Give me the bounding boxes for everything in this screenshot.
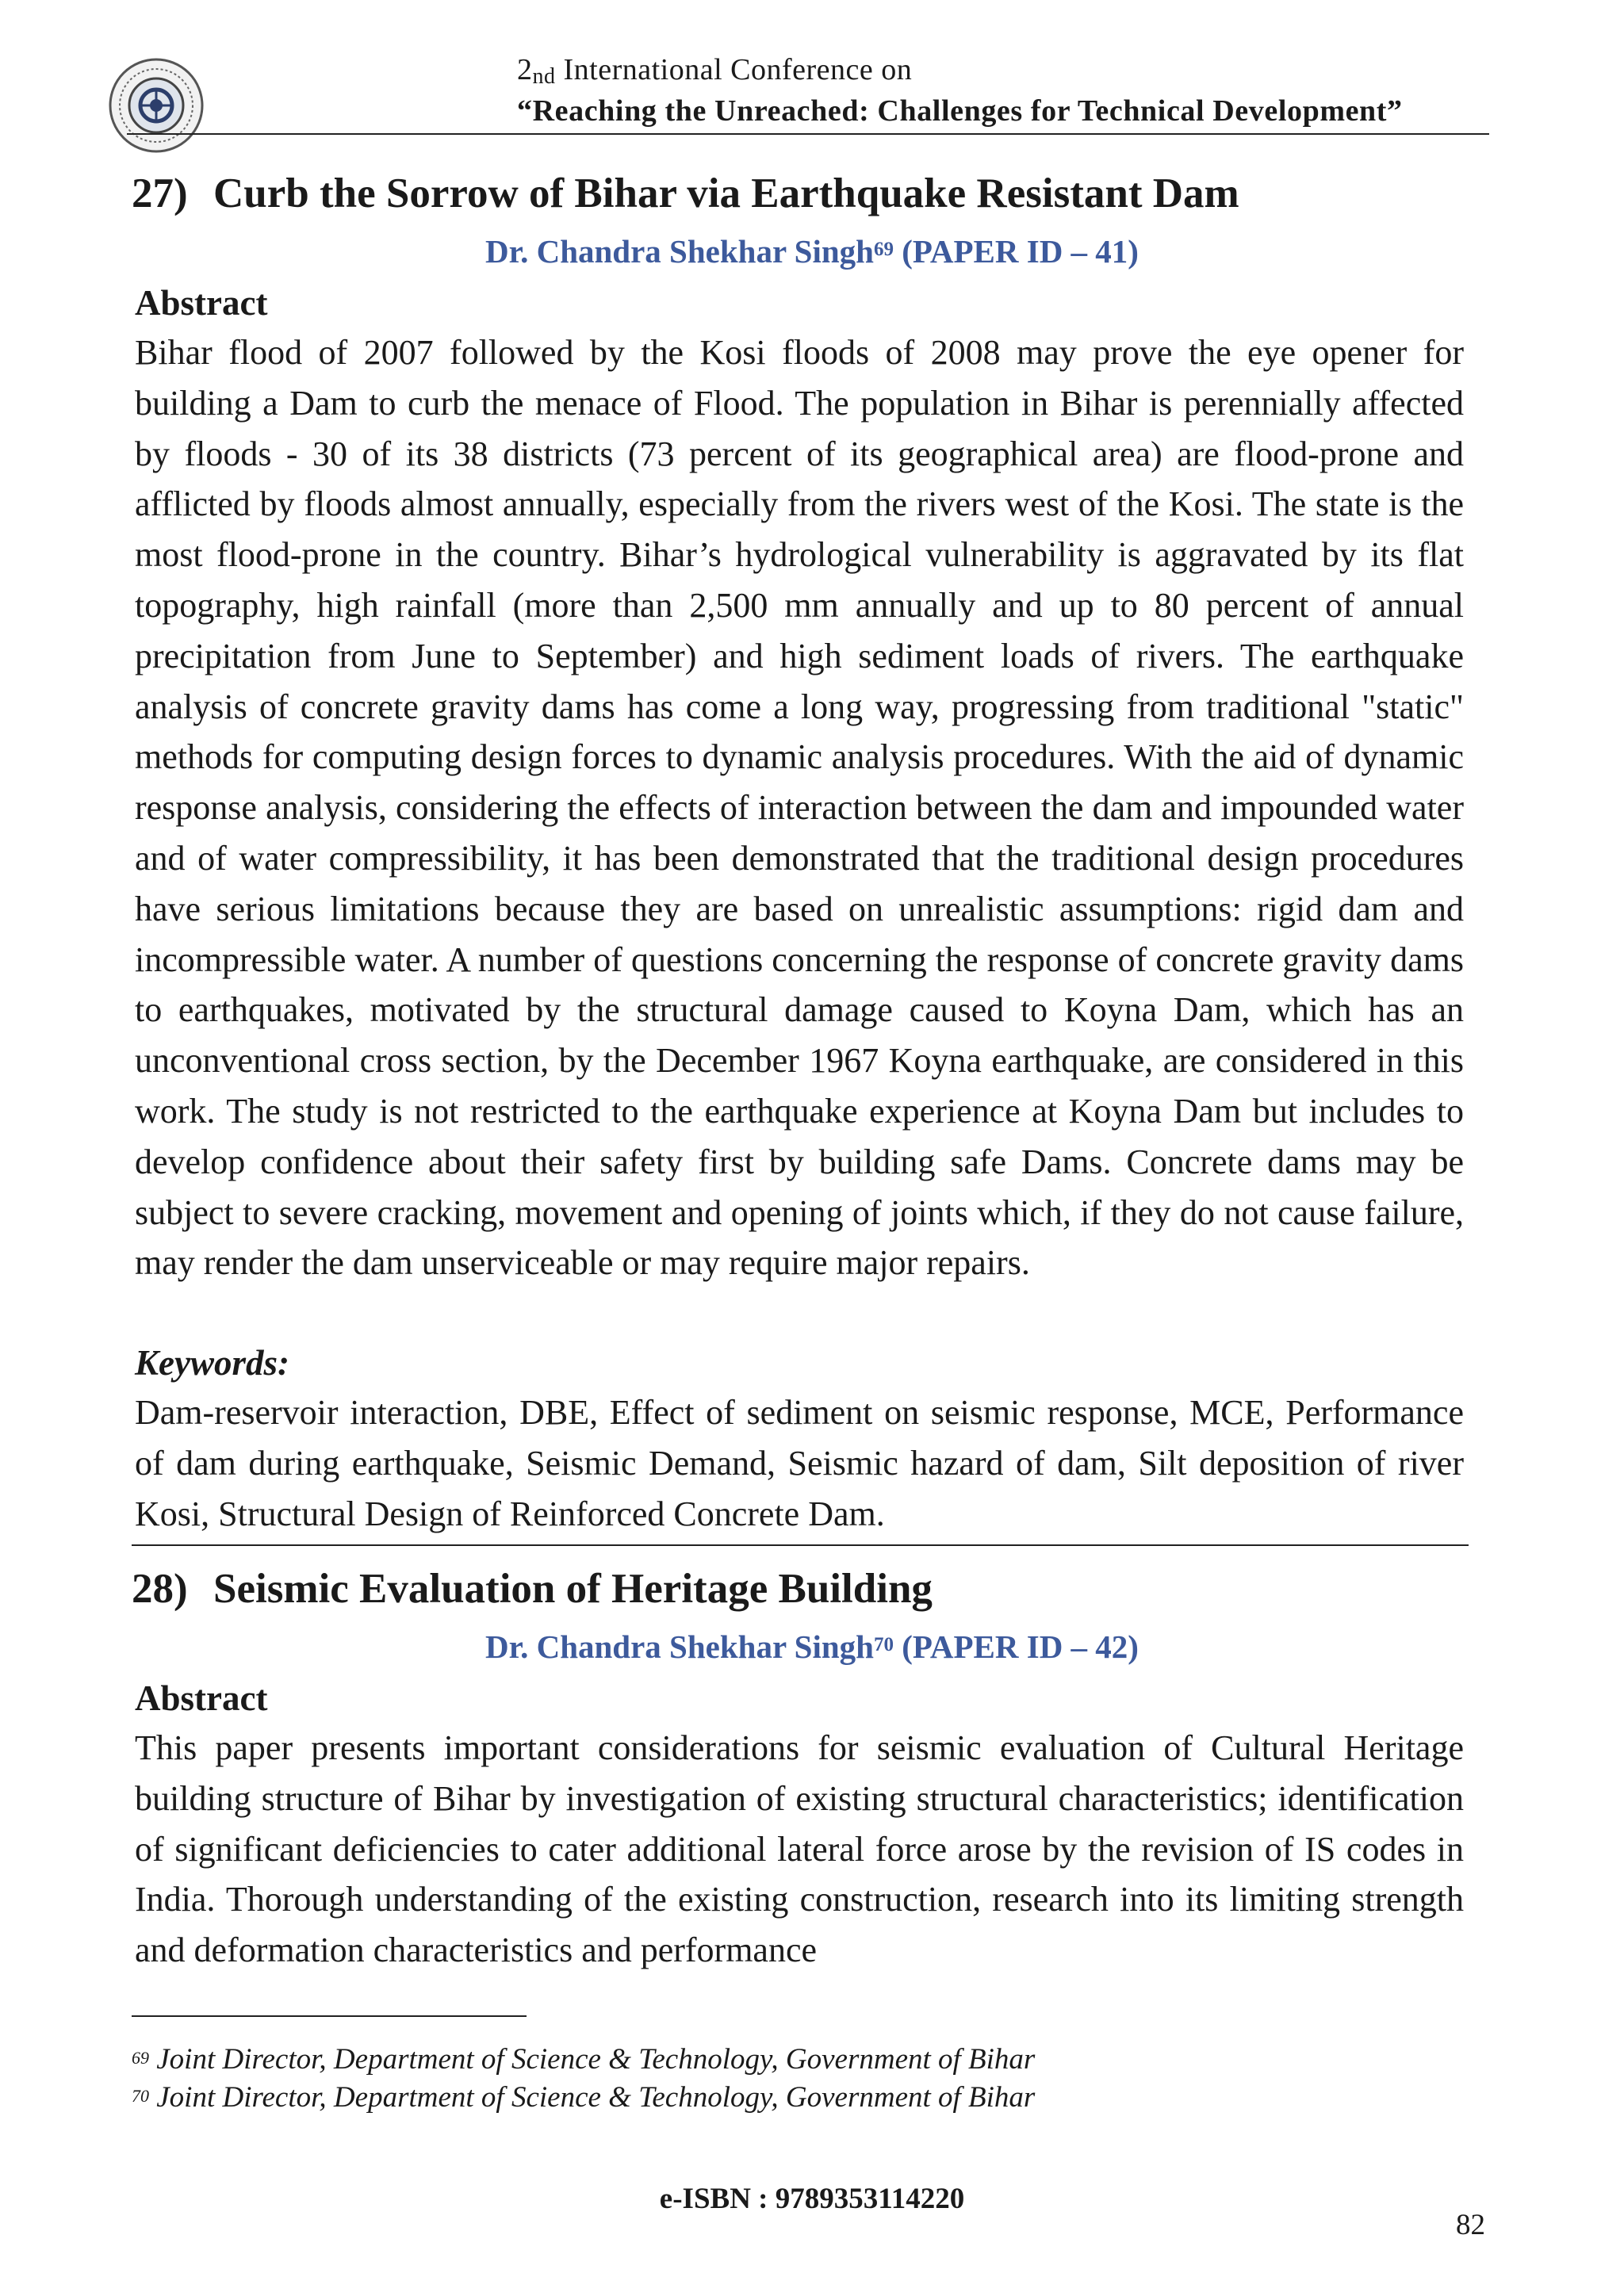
paper-27-author: Dr. Chandra Shekhar Singh$^{69}$ (PAPER ID – 41) <box>485 233 1139 270</box>
paper-28-abstract-text: This paper presents important considerations for seismic evaluation of Cultural Heritage building structure of Bihar by investigation of existing structural characteristics; identification of significant deficiencies to cater additional lateral force arose by the revision of IS codes in India. Thorough understanding of the existing construction, research into its limiting strength and deformation characteristics and performance <box>135 1728 1464 1970</box>
header-rule <box>127 133 1489 135</box>
conference-logo <box>108 57 205 154</box>
paper-27-keywords-text: Dam-reservoir interaction, DBE, Effect of sediment on seismic response, MCE, Performance of dam during earthquake, Seismic Demand, Seismic hazard of dam, Silt deposition of river Kosi, Structural Design of Reinforced Concrete Dam. <box>135 1393 1464 1533</box>
section-divider <box>132 1544 1469 1546</box>
paper-28-author: Dr. Chandra Shekhar Singh$^{70}$ (PAPER ID – 42) <box>485 1628 1139 1665</box>
paper-27-keywords-heading: Keywords: <box>135 1343 289 1383</box>
footer-isbn: e-ISBN : 9789353114220 <box>659 2183 965 2215</box>
paper-27-abstract-heading: Abstract <box>135 283 268 323</box>
header-conference-theme: “Reaching the Unreached: Challenges for Technical Development” <box>517 94 1403 128</box>
paper-28-abstract-heading: Abstract <box>135 1678 268 1718</box>
paper-27-abstract-text: Bihar flood of 2007 followed by the Kosi floods of 2008 may prove the eye opener for building a Dam to curb the menace of Flood. The population in Bihar is perennially affected by floods - 30 of its 38 districts (73 percent of its geographical area) are flood-prone and afflicted by floods almost annually, especially from the rivers west of the Kosi. The state is the most flood-prone in the country. Bihar’s hydrological vulnerability is aggravated by its flat topography, high rainfall (more than 2,500 mm annually and up to 80 percent of annual precipitation from June to September) and high sediment loads of rivers. The earthquake analysis of concrete gravity dams has come a long way, progressing from traditional "static" methods for computing design forces to dynamic analysis procedures. With the aid of dynamic response analysis, considering the effects of interaction between the dam and impounded water and of water compressibility, it has been demonstrated that the traditional design procedures have serious limitations because they are based on unrealistic assumptions: rigid dam and incompressible water. A number of questions concerning the response of concrete gravity dams to earthquakes, motivated by the structural damage caused to Koyna Dam, which has an unconventional cross section, by the December 1967 Koyna earthquake, are considered in this work. The study is not restricted to the earthquake experience at Koyna Dam but includes to develop confidence about their safety first by building safe Dams. Concrete dams may be subject to severe cracking, movement and opening of joints which, if they do not cause failure, may render the dam unserviceable or may require major repairs. <box>135 333 1464 1283</box>
footnote-rule <box>132 2015 527 2017</box>
footnote-69: $^{69}$ Joint Director, Department of Science & Technology, Government of Bihar <box>132 2043 1036 2076</box>
header-conference-line: 2nd International Conference on <box>517 53 913 89</box>
page-number: 82 <box>1456 2209 1485 2241</box>
paper-27-title: 27) Curb the Sorrow of Bihar via Earthquake Resistant Dam <box>132 170 1239 216</box>
paper-28-title: 28) Seismic Evaluation of Heritage Building <box>132 1566 933 1612</box>
footnote-70: $^{70}$ Joint Director, Department of Science & Technology, Government of Bihar <box>132 2081 1036 2114</box>
